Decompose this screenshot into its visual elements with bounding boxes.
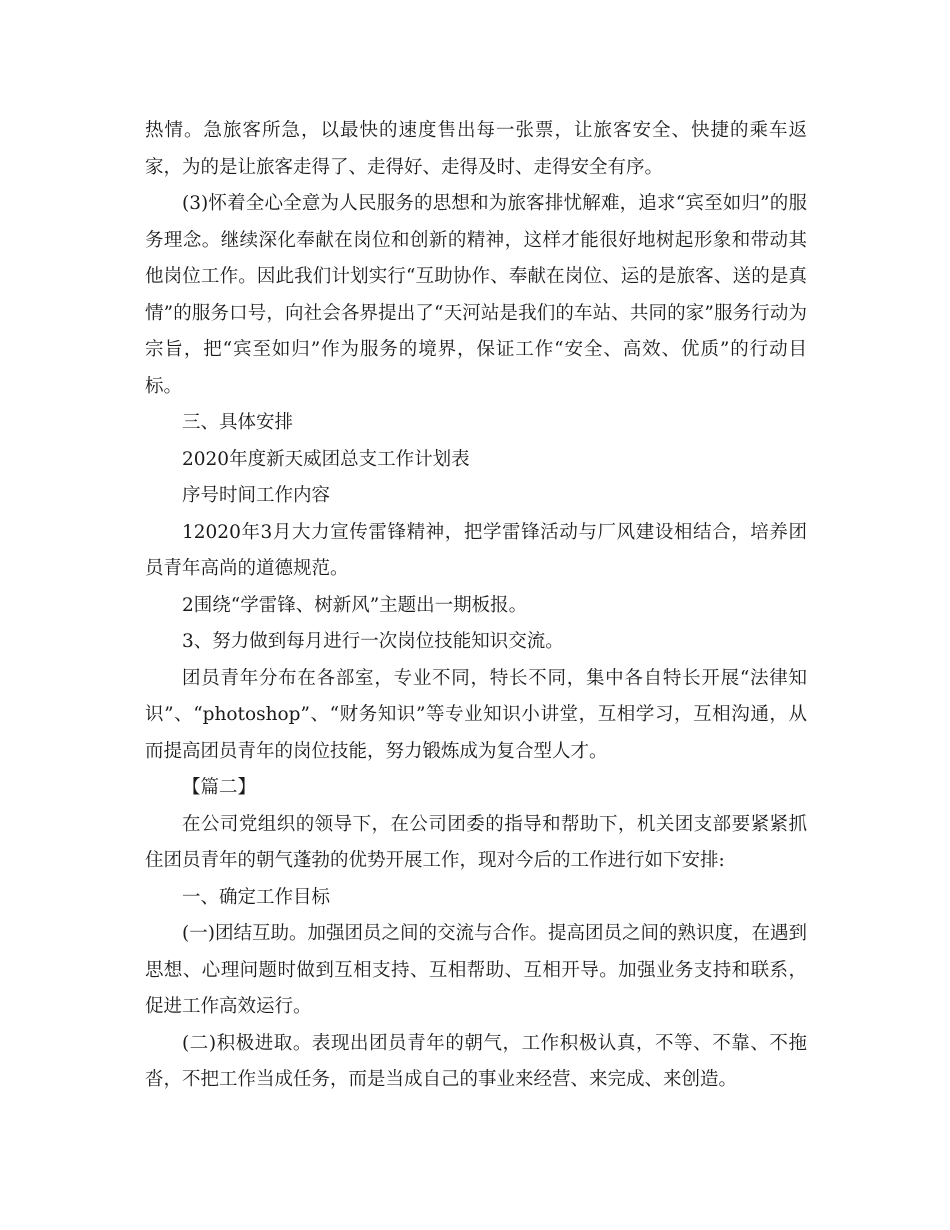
paragraph-progress: (二)积极进取。表现出团员青年的朝气，工作积极认真，不等、不靠、不拖沓，不把工作当成任务，而是当成自己的事业来经营、来完成、来创造。 [145,1032,807,1090]
table-title: 2020年度新天威团总支工作计划表 [182,448,470,470]
paragraph-1: 热情。急旅客所急，以最快的速度售出每一张票，让旅客安全、快捷的乘车返家，为的是让旅客走得了、走得好、走得及时、走得安全有序。 [145,120,807,178]
paragraph-skills: 团员青年分布在各部室，专业不同，特长不同，集中各自特长开展“法律知识”、“photoshop”、“财务知识”等专业知识小讲堂，互相学习，互相沟通，从而提高团员青年的岗位技能，努力锻炼成为复合型人才。 [145,667,807,762]
plan-item-1: 12020年3月大力宣传雷锋精神，把学雷锋活动与厂风建设相结合，培养团员青年高尚的道德规范。 [145,521,807,579]
section-heading-1: 一、确定工作目标 [182,886,331,908]
document-body [145,113,807,1099]
paragraph-unity: (一)团结互助。加强团员之间的交流与合作。提高团员之间的熟识度，在遇到思想、心理问题时做到互相支持、互相帮助、互相开导。加强业务支持和联系，促进工作高效运行。 [145,923,807,1017]
paragraph-2: (3)怀着全心全意为人民服务的思想和为旅客排忧解难，追求“宾至如归”的服务理念。继续深化奉献在岗位和创新的精神，这样才能很好地树起形象和带动其他岗位工作。因此我们计划实行“互助协作、奉献在岗位、运的是旅客、送的是真情”的服务口号，向社会各界提出了“天河站是我们的车站、共同的家”服务行动为宗旨，把“宾至如归”作为服务的境界，保证工作“安全、高效、优质”的行动目标。 [145,193,807,397]
part-heading: 【篇二】 [182,777,257,798]
plan-item-3: 3、努力做到每月进行一次岗位技能知识交流。 [182,631,564,652]
table-header: 序号时间工作内容 [182,485,331,506]
paragraph-intro: 在公司党组织的领导下，在公司团委的指导和帮助下，机关团支部要紧紧抓住团员青年的朝气蓬勃的优势开展工作，现对今后的工作进行如下安排: [145,813,807,871]
section-heading-3: 三、具体安排 [182,412,294,433]
plan-item-2: 2围绕“学雷锋、树新风”主题出一期板报。 [182,594,528,616]
